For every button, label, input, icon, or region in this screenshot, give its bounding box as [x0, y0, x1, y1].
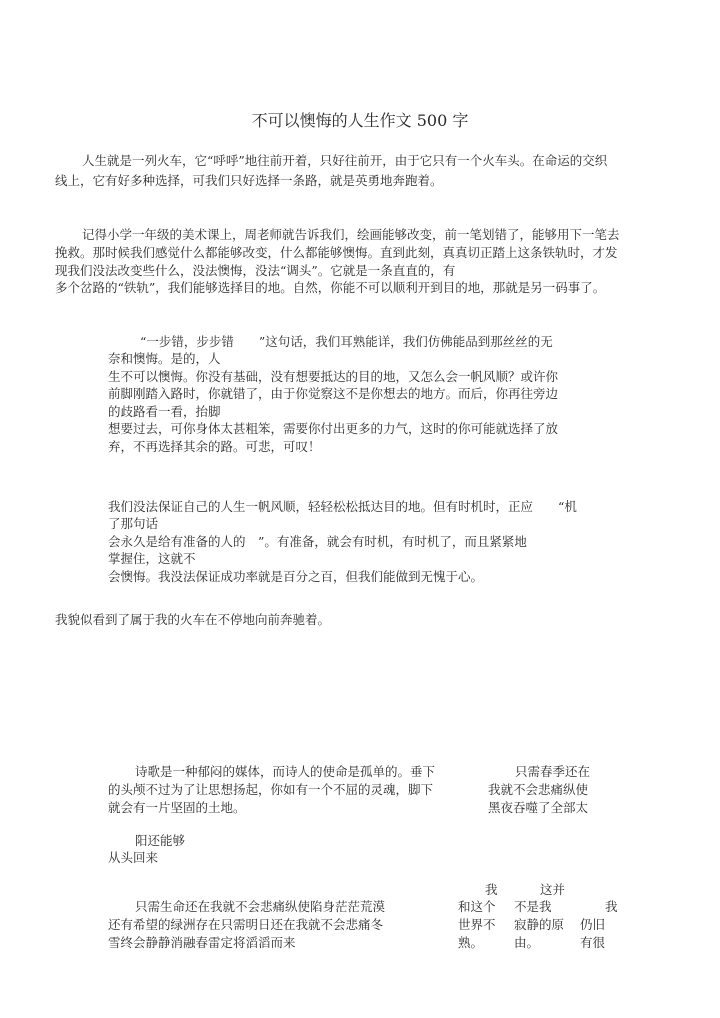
paragraph-3-line-6: 想要过去，可你身体太甚粗笨，需要你付出更多的力气，这时的你可能就选择了放 [108, 421, 559, 436]
paragraph-3-line-5: 的歧路看一看，抬脚 [108, 404, 221, 419]
poem-3-col-3-line-1: 我 [605, 899, 618, 914]
poem-1-line-1: 诗歌是一种郁闷的媒体，而诗人的使命是孤单的。垂下 [135, 764, 436, 779]
paragraph-4-line-3: 会永久是给有准备的人的 ”。有准备，就会有时机，有时机了，而且紧紧地 [108, 534, 527, 549]
poem-2-line-1: 阳还能够 [135, 833, 186, 848]
paragraph-4-line-5: 会懊悔。我没法保证成功率就是百分之百，但我们能做到无愧于心。 [108, 569, 484, 584]
poem-3-line-3: 雪终会静静消融春雷定将滔滔而来 [108, 935, 296, 950]
paragraph-4-line-4: 掌握住，这就不 [108, 551, 196, 566]
paragraph-5: 我貌似看到了属于我的火车在不停地向前奔驰着。 [55, 612, 331, 627]
paragraph-3-line-7: 弃，不再选择其余的路。可悲，可叹！ [108, 439, 321, 454]
poem-3-col-3-line-2: 仍旧 [580, 917, 606, 932]
poem-1-right-line-2: 我就不会悲痛纵使 [488, 782, 589, 797]
poem-3-line-1: 只需生命还在我就不会悲痛纵使陷身茫茫荒漠 [135, 899, 386, 914]
poem-3-col-1-line-1: 我 [485, 882, 498, 897]
poem-2-line-2: 从头回来 [108, 850, 159, 865]
poem-3-line-2: 还有希望的绿洲存在只需明日还在我就不会悲痛冬 [108, 917, 384, 932]
poem-1-line-3: 就会有一片坚固的土地。 [108, 800, 246, 815]
paragraph-2-line-3: 现我们没法改变些什么，没法懊悔，没法“调头”。它就是一条直直的，有 [55, 263, 456, 278]
paragraph-3-line-4: 前脚刚踏入路时，你就错了，由于你觉察这不是你想去的地方。而后，你再往旁边 [108, 386, 559, 401]
poem-3-col-3-line-3: 有很 [580, 935, 606, 950]
poem-3-col-2-line-2: 不是我 [514, 899, 552, 914]
poem-3-col-1-line-4: 熟。 [458, 935, 484, 950]
paragraph-4-line-2: 了那句话 [108, 516, 159, 531]
paragraph-3-line-3: 生不可以懊悔。你没有基础，没有想要抵达的目的地，又怎么会一帆风顺？或许你 [108, 369, 559, 384]
poem-3-col-1-line-2: 和这个 [458, 899, 496, 914]
poem-1-line-2: 的头颅不过为了让思想扬起，你如有一个不屈的灵魂，脚下 [108, 782, 434, 797]
poem-3-col-2-line-4: 由。 [514, 935, 540, 950]
paragraph-2-line-1: 记得小学一年级的美术课上，周老师就告诉我们，绘画能够改变，前一笔划错了，能够用下一笔去 [82, 227, 620, 242]
poem-1-right-line-3: 黑夜吞噬了全部太 [488, 800, 589, 815]
paragraph-1-line-2: 线上，它有好多种选择，可我们只好选择一条路，就是英勇地奔跑着。 [55, 173, 443, 188]
poem-3-col-2-line-1: 这并 [540, 882, 566, 897]
paragraph-3-line-1: “一步错，步步错 ”这句话，我们耳熟能详，我们仿佛能品到那丝丝的无 [140, 334, 553, 349]
poem-3-col-1-line-3: 世界不 [458, 917, 496, 932]
paragraph-1-line-1: 人生就是一列火车，它“呼呼”地往前开着，只好往前开，由于它只有一个火车头。在命运的交织 [82, 153, 608, 168]
poem-3-col-2-line-3: 寂静的原 [514, 917, 565, 932]
paragraph-2-line-4: 多个岔路的“铁轨”，我们能够选择目的地。自然，你能不可以顺利开到目的地，那就是另一码事了。 [55, 280, 606, 295]
paragraph-3-line-2: 奈和懊悔。是的，人 [108, 351, 221, 366]
poem-1-right-line-1: 只需春季还在 [515, 764, 591, 779]
paragraph-2-line-2: 挽救。那时候我们感觉什么都能够改变，什么都能够懊悔。直到此刻，真真切正踏上这条铁轨时，才发 [55, 245, 618, 260]
page-title: 不可以懊悔的人生作文 500 字 [251, 111, 469, 130]
paragraph-4-line-1: 我们没法保证自己的人生一帆风顺，轻轻松松抵达目的地。但有时机时，正应 “机 [108, 499, 577, 514]
